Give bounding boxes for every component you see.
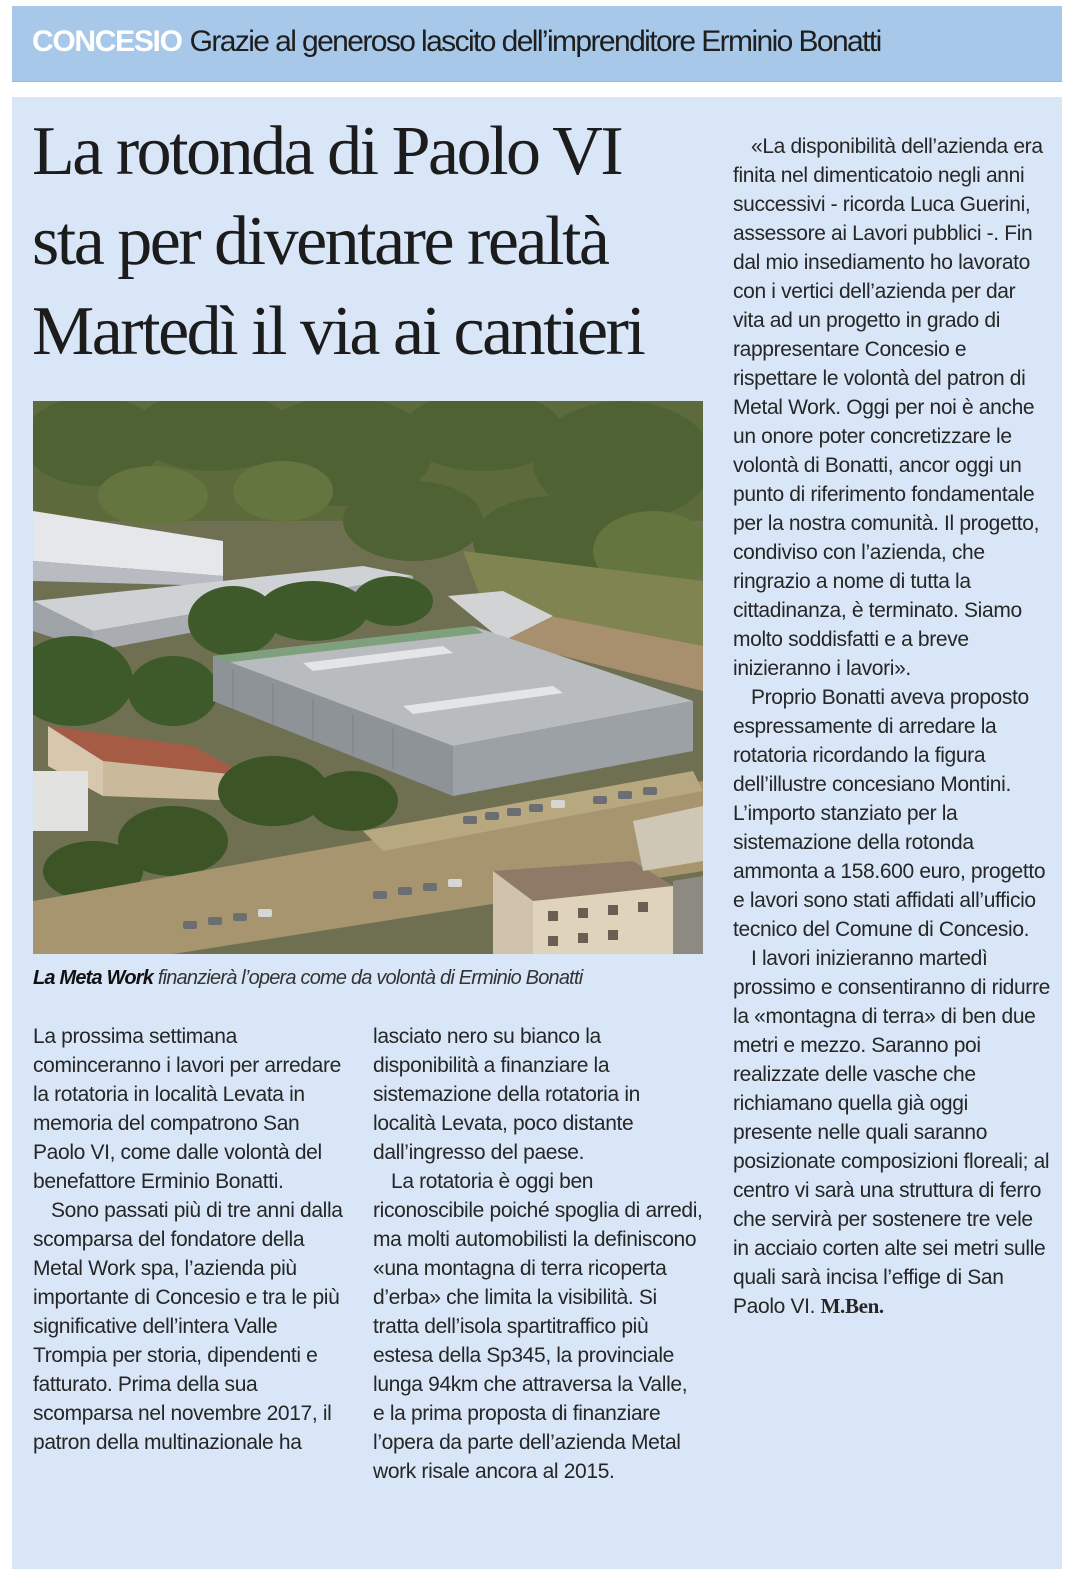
article-column-2 <box>373 1022 703 1486</box>
paragraph: Proprio Bonatti aveva proposto espressamente di arredare la rotatoria ricordando la figura dell’illustre concesiano Montini. L’importo stanziato per la sistemazione della rotonda ammonta a 158.600 euro, progetto e lavori sono stati affidati all’ufficio tecnico del Comune di Concesio. <box>733 686 1046 941</box>
section-subtitle: Grazie al generoso lascito dell’imprenditore Erminio Bonatti <box>189 24 881 58</box>
headline-line: sta per diventare realtà <box>32 203 608 280</box>
section-kicker: CONCESIO <box>32 24 182 58</box>
article-column-1 <box>33 1022 353 1457</box>
paragraph: lasciato nero su bianco la disponibilità a finanziare la sistemazione della rotatoria in località Levata, poco distante dall’ingresso del paese. <box>373 1025 640 1164</box>
article-panel <box>12 97 1062 1569</box>
paragraph: La prossima settimana cominceranno i lavori per arredare la rotatoria in località Levata in memoria del compatrono San Paolo VI, come dalle volontà del benefattore Erminio Bonatti. <box>33 1025 341 1193</box>
article-column-3 <box>733 132 1051 1321</box>
headline-line: La rotonda di Paolo VI <box>32 113 622 190</box>
author-signature: M.Ben. <box>820 1294 884 1318</box>
photo-caption <box>33 967 713 990</box>
paragraph: Sono passati più di tre anni dalla scomparsa del fondatore della Metal Work spa, l’azienda più importante di Concesio e tra le più significative dell’intera Valle Trompia per storia, dipendenti e fatturato. Prima della sua scomparsa nel novembre 2017, il patron della multinazionale ha <box>33 1199 343 1454</box>
paragraph-text: I lavori inizieranno martedì prossimo e consentiranno di ridurre la «montagna di terra» di ben due metri e mezzo. Saranno poi realizzate delle vasche che richiamano quella già oggi presente nelle quali saranno posizionate composizioni floreali; al centro vi sarà una struttura di ferro che servirà per sostenere tre vele in acciaio corten alte sei metri sulle quali sarà incisa l’effige di San Paolo VI. <box>733 947 1050 1318</box>
aerial-photo-factory-icon <box>33 401 703 954</box>
paragraph-final <box>733 944 1051 1321</box>
section-header-band <box>12 6 1062 82</box>
headline-line: Martedì il via ai cantieri <box>32 293 644 370</box>
caption-text: finanzierà l’opera come da volontà di Erminio Bonatti <box>153 967 583 989</box>
paragraph: «La disponibilità dell’azienda era finita nel dimenticatoio negli anni successivi - ricorda Luca Guerini, assessore ai Lavori pubblici -. Fin dal mio insediamento ho lavorato con i vertici dell’azienda per dar vita ad un progetto in grado di rappresentare Concesio e rispettare le volontà del patron di Metal Work. Oggi per noi è anche un onore poter concretizzare le volontà di Bonatti, ancor oggi un punto di riferimento fondamentale per la nostra comunità. Il progetto, condiviso con l’azienda, che ringrazio a nome di tutta la cittadinanza, è terminato. Siamo molto soddisfatti e a breve inizieranno i lavori». <box>733 135 1043 680</box>
article-headline <box>32 107 732 377</box>
caption-company: La Meta Work <box>33 967 154 989</box>
paragraph: La rotatoria è oggi ben riconoscibile poiché spoglia di arredi, ma molti automobilisti la definiscono «una montagna di terra ricoperta d’erba» che limita la visibilità. Si tratta dell’isola spartitraffico più estesa della Sp345, la provinciale lunga 94km che attraversa la Valle, e la prima proposta di finanziare l’opera da parte dell’azienda Metal work risale ancora al 2015. <box>373 1170 703 1483</box>
